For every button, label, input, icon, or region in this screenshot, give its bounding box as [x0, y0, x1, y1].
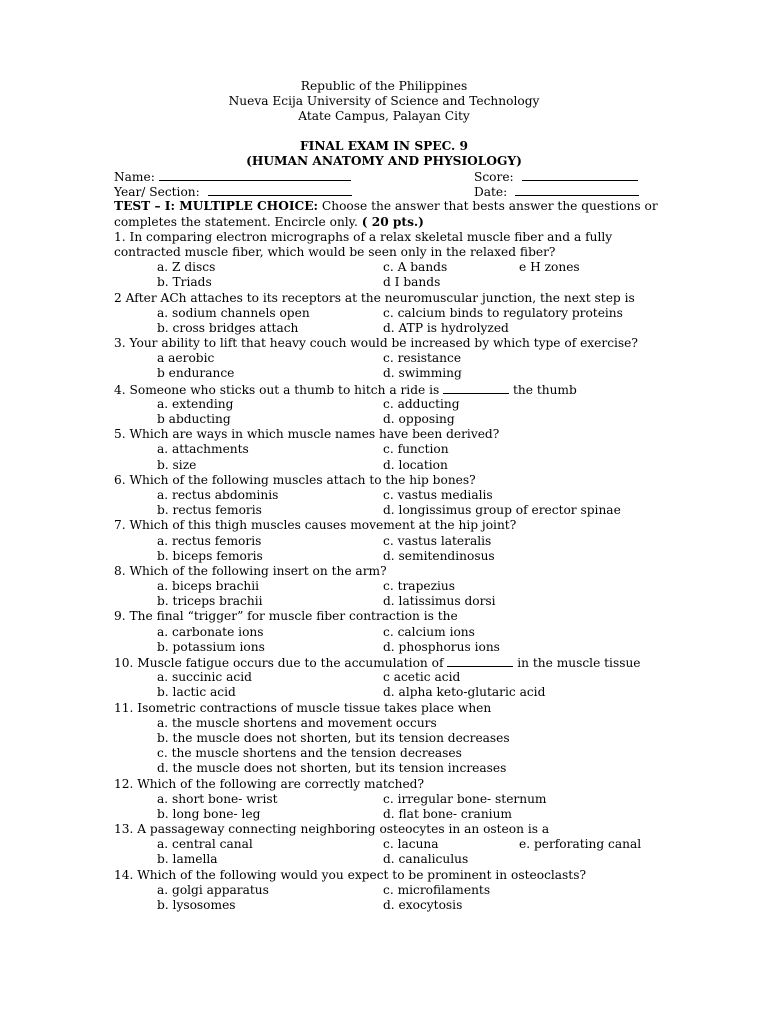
choice-row — [114, 488, 659, 503]
answer-choice[interactable]: d. exocytosis — [383, 898, 463, 912]
answer-choice[interactable]: d. semitendinosus — [383, 548, 495, 563]
answer-choice[interactable]: b. long bone- leg — [157, 806, 261, 821]
question-text — [114, 427, 659, 442]
question-text-span: 9. The final “trigger” for muscle fiber contraction is the — [114, 609, 458, 624]
choice-row — [114, 852, 659, 867]
date-field — [474, 184, 639, 200]
answer-choice[interactable]: b. Triads — [157, 275, 212, 290]
question-text — [114, 777, 659, 792]
answer-choice[interactable]: e. perforating canal — [519, 837, 642, 852]
choice-row — [114, 883, 659, 898]
choice-row — [114, 579, 659, 594]
answer-choice[interactable]: d. opposing — [383, 412, 455, 426]
choice-row — [114, 534, 659, 549]
answer-blank[interactable] — [443, 382, 509, 394]
answer-choice[interactable]: a. rectus abdominis — [157, 487, 279, 502]
question-text — [114, 564, 659, 579]
question-text — [114, 382, 659, 397]
choice-row — [114, 442, 659, 457]
answer-choice[interactable]: d. latissimus dorsi — [383, 594, 496, 609]
answer-choice[interactable]: d. location — [383, 457, 448, 472]
name-score-row — [114, 169, 659, 184]
question-text-post: in the muscle tissue — [513, 656, 641, 670]
answer-choice[interactable]: a. central canal — [157, 837, 253, 852]
answer-choice[interactable]: b endurance — [157, 366, 235, 381]
answer-choice[interactable]: b. rectus femoris — [157, 503, 262, 518]
answer-choice[interactable]: c. irregular bone- sternum — [383, 791, 547, 806]
choice-row — [114, 503, 659, 518]
answer-choice[interactable]: e H zones — [519, 260, 580, 275]
answer-choice[interactable]: b. cross bridges attach — [157, 320, 299, 335]
choice-row — [114, 458, 659, 473]
question-text — [114, 609, 659, 624]
answer-choice[interactable]: a. Z discs — [157, 260, 216, 275]
question-text-span: 8. Which of the following insert on the arm? — [114, 563, 387, 578]
answer-choice[interactable]: d. the muscle does not shorten, but its tension increases — [157, 761, 507, 776]
choice-row — [114, 625, 659, 640]
question-text-span: 2 After ACh attaches to its receptors at the neuromuscular junction, the next step is — [114, 290, 635, 305]
exam-title-line-2: (HUMAN ANATOMY AND PHYSIOLOGY) — [246, 154, 522, 169]
answer-choice[interactable]: a. golgi apparatus — [157, 882, 269, 897]
question-text — [114, 868, 659, 883]
question — [114, 473, 659, 519]
name-blank[interactable] — [159, 169, 351, 181]
answer-choice[interactable]: d. ATP is hydrolyzed — [383, 320, 509, 335]
choice-row — [114, 321, 659, 336]
answer-choice[interactable]: a. extending — [157, 396, 234, 411]
question — [114, 230, 659, 291]
year-section-label: Year/ Section: — [114, 185, 200, 200]
choice-row — [114, 670, 659, 685]
question-text-span: 14. Which of the following would you expect to be prominent in osteoclasts? — [114, 867, 586, 882]
question-text — [114, 518, 659, 533]
choice-row — [114, 306, 659, 321]
answer-choice[interactable]: a. sodium channels open — [157, 305, 310, 320]
answer-choice[interactable]: c. calcium binds to regulatory proteins — [383, 305, 623, 320]
question-text-span: 11. Isometric contractions of muscle tissue takes place when — [114, 700, 492, 715]
test-instruction-2: completes the statement. Encircle only. — [114, 214, 362, 229]
answer-choice[interactable]: d. swimming — [383, 366, 462, 381]
choice-row — [114, 898, 659, 913]
question-text-span: contracted muscle fiber, which would be seen only in the relaxed fiber? — [114, 244, 556, 259]
choice-row — [114, 549, 659, 564]
question-text — [114, 291, 659, 306]
answer-choice[interactable]: b. biceps femoris — [157, 548, 263, 563]
exam-title — [0, 139, 768, 169]
answer-choice[interactable]: b. lactic acid — [157, 685, 236, 700]
question-text — [114, 655, 659, 670]
question — [114, 336, 659, 382]
answer-choice[interactable]: a. carbonate ions — [157, 624, 264, 639]
answer-choice[interactable]: a aerobic — [157, 351, 215, 366]
choice-row — [114, 351, 659, 366]
question — [114, 655, 659, 701]
exam-content — [114, 169, 659, 913]
question — [114, 564, 659, 610]
answer-choice[interactable]: a. biceps brachii — [157, 579, 260, 594]
answer-choice[interactable]: c. lacuna — [383, 837, 439, 852]
answer-choice[interactable]: d. alpha keto-glutaric acid — [383, 685, 546, 700]
name-field — [114, 169, 351, 185]
choice-row — [114, 716, 659, 731]
choice-row — [114, 260, 659, 275]
answer-choice[interactable]: a. short bone- wrist — [157, 791, 278, 806]
choice-row — [114, 792, 659, 807]
test-label: TEST – I: MULTIPLE CHOICE: — [114, 199, 319, 214]
answer-choice[interactable]: c. trapezius — [383, 579, 456, 594]
question — [114, 291, 659, 337]
test-points: ( 20 pts.) — [361, 214, 424, 229]
test-instruction: Choose the answer that bests answer the questions or — [318, 199, 658, 214]
question-text-pre: 4. Someone who sticks out a thumb to hitch a ride is — [114, 382, 444, 397]
question — [114, 822, 659, 868]
test-instruction-line-2 — [114, 215, 659, 230]
answer-choice[interactable]: c. resistance — [383, 351, 462, 366]
question-text — [114, 230, 659, 245]
question-text-span: 6. Which of the following muscles attach to the hip bones? — [114, 472, 476, 487]
question — [114, 701, 659, 777]
name-label: Name: — [114, 170, 155, 184]
answer-choice[interactable]: a. rectus femoris — [157, 533, 262, 548]
answer-choice[interactable]: c acetic acid — [383, 670, 461, 685]
answer-choice[interactable]: b. lamella — [157, 852, 218, 867]
score-blank[interactable] — [522, 169, 638, 181]
answer-choice[interactable]: b. potassium ions — [157, 639, 265, 654]
question-text — [114, 473, 659, 488]
choice-row — [114, 640, 659, 655]
choice-row — [114, 685, 659, 700]
header-line-1: Republic of the Philippines — [300, 79, 468, 93]
choice-row — [114, 837, 659, 852]
answer-choice[interactable]: c. A bands — [383, 260, 448, 275]
question-text — [114, 245, 659, 260]
answer-choice[interactable]: b. triceps brachii — [157, 594, 263, 609]
year-section-blank[interactable] — [208, 184, 352, 196]
answer-choice[interactable]: c. the muscle shortens and the tension decreases — [157, 746, 462, 761]
question-text-post: the thumb — [509, 382, 577, 397]
date-blank[interactable] — [515, 184, 639, 196]
question-text — [114, 822, 659, 837]
answer-choice[interactable]: c. function — [383, 442, 449, 457]
question-text-span: 7. Which of this thigh muscles causes movement at the hip joint? — [114, 518, 517, 533]
date-label: Date: — [474, 185, 508, 200]
score-label: Score: — [474, 170, 514, 184]
header-line-3: Atate Campus, Palayan City — [298, 109, 470, 124]
answer-choice[interactable]: d. canaliculus — [383, 852, 469, 867]
question — [114, 427, 659, 473]
answer-choice[interactable]: c. calcium ions — [383, 624, 475, 639]
question-text-span: 5. Which are ways in which muscle names have been derived? — [114, 427, 500, 442]
question — [114, 609, 659, 655]
year-section-field — [114, 184, 352, 200]
question-text-pre: 10. Muscle fatigue occurs due to the accumulation of — [114, 656, 448, 670]
test-instruction-line-1 — [114, 199, 659, 214]
question — [114, 518, 659, 564]
answer-choice[interactable]: d. flat bone- cranium — [383, 806, 512, 821]
question-text-span: 13. A passageway connecting neighboring osteocytes in an osteon is a — [114, 822, 550, 837]
answer-blank[interactable] — [447, 655, 513, 667]
choice-row — [114, 397, 659, 412]
answer-choice[interactable]: c. vastus medialis — [383, 487, 493, 502]
answer-choice[interactable]: d I bands — [383, 275, 441, 290]
question — [114, 868, 659, 914]
choice-row — [114, 731, 659, 746]
answer-choice[interactable]: b. size — [157, 457, 197, 472]
answer-choice[interactable]: d. longissimus group of erector spinae — [383, 503, 621, 518]
answer-choice[interactable]: b. the muscle does not shorten, but its tension decreases — [157, 730, 510, 745]
answer-choice[interactable]: a. attachments — [157, 442, 249, 457]
question-text-span: 3. Your ability to lift that heavy couch would be increased by which type of exercise? — [114, 336, 638, 351]
institution-header — [0, 79, 768, 125]
answer-choice[interactable]: c. microfilaments — [383, 882, 491, 897]
choice-row — [114, 275, 659, 290]
choice-row — [114, 761, 659, 776]
question-text-span: 1. In comparing electron micrographs of a relax skeletal muscle fiber and a fully — [114, 229, 613, 244]
choice-row — [114, 746, 659, 761]
answer-choice[interactable]: a. the muscle shortens and movement occurs — [157, 715, 437, 730]
question — [114, 382, 659, 428]
choice-row — [114, 412, 659, 427]
choice-row — [114, 594, 659, 609]
answer-choice[interactable]: a. succinic acid — [157, 670, 252, 685]
answer-choice[interactable]: c. vastus lateralis — [383, 533, 492, 548]
question-text — [114, 336, 659, 351]
question-list — [114, 230, 659, 913]
answer-choice[interactable]: d. phosphorus ions — [383, 639, 500, 654]
question — [114, 777, 659, 823]
answer-choice[interactable]: b. lysosomes — [157, 898, 236, 912]
choice-row — [114, 807, 659, 822]
exam-title-line-1: FINAL EXAM IN SPEC. 9 — [299, 139, 469, 153]
answer-choice[interactable]: b abducting — [157, 412, 231, 426]
year-date-row — [114, 184, 659, 199]
score-field — [474, 169, 638, 185]
answer-choice[interactable]: c. adducting — [383, 396, 460, 411]
header-line-2: Nueva Ecija University of Science and Technology — [228, 94, 540, 109]
question-text — [114, 701, 659, 716]
choice-row — [114, 366, 659, 381]
question-text-span: 12. Which of the following are correctly matched? — [114, 776, 425, 791]
